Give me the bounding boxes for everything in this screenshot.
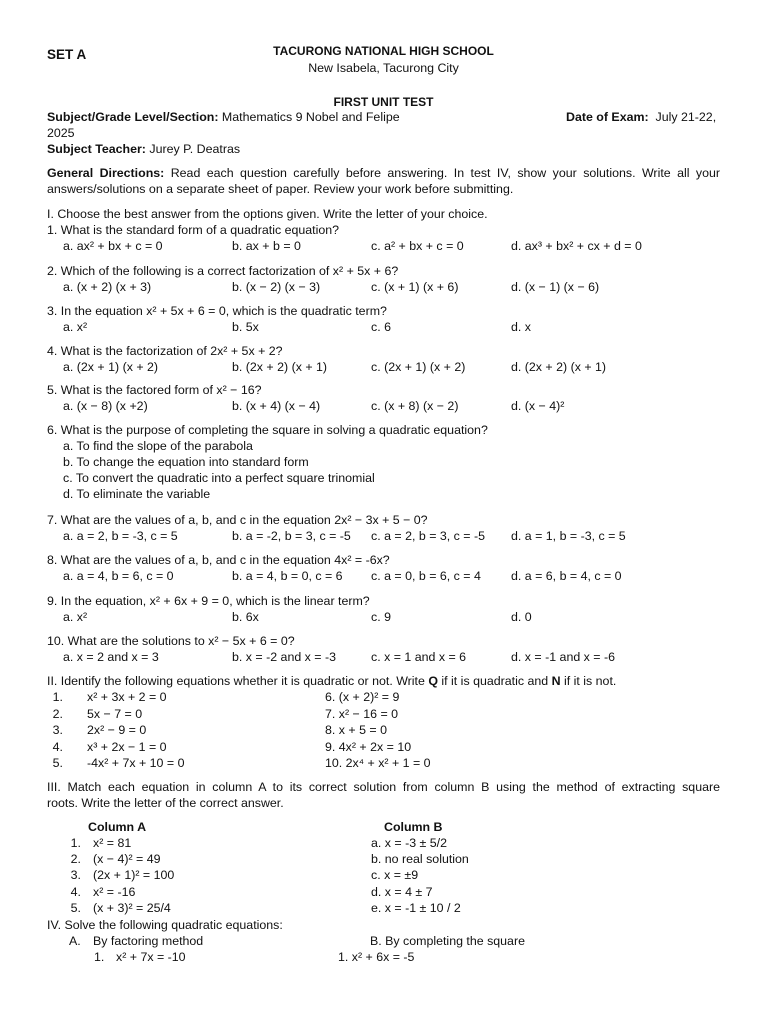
answer-option: d. (x − 1) (x − 6) bbox=[511, 280, 600, 294]
answer-option: b. a = 4, b = 0, c = 6 bbox=[232, 569, 343, 583]
equation-item: -4x² + 7x + 10 = 0 bbox=[87, 756, 185, 770]
column-a-header: Column A bbox=[88, 820, 147, 834]
item-number: 3. bbox=[70, 868, 81, 883]
item-number: 5. bbox=[70, 900, 81, 915]
answer-option: a. x² bbox=[63, 610, 88, 624]
answer-option: c. (2x + 1) (x + 2) bbox=[371, 360, 466, 374]
q-letter: Q bbox=[428, 674, 438, 688]
answer-option: a. (x − 8) (x +2) bbox=[63, 399, 148, 413]
item-number: 1. bbox=[70, 836, 81, 850]
answer-option: c. 6 bbox=[371, 320, 391, 334]
answer-option: a. x = 2 and x = 3 bbox=[63, 650, 159, 664]
answer-option: b. (x − 2) (x − 3) bbox=[232, 280, 321, 294]
item-number: 1. bbox=[52, 690, 63, 704]
column-a-item: x² = 81 bbox=[93, 836, 132, 850]
answer-row bbox=[47, 399, 720, 415]
item-number: 3. bbox=[52, 723, 63, 737]
subject-label: Subject/Grade Level/Section: bbox=[47, 110, 219, 124]
date-value: July 21-22, bbox=[655, 110, 717, 124]
question-stem: 7. What are the values of a, b, and c in the equation 2x² − 3x + 5 − 0? bbox=[47, 513, 428, 527]
column-a-item: x² = -16 bbox=[93, 884, 136, 899]
answer-option: d. a = 1, b = -3, c = 5 bbox=[511, 529, 626, 543]
part4-b-item: 1. x² + 6x = -5 bbox=[338, 950, 415, 964]
question-stem: 2. Which of the following is a correct factorization of x² + 5x + 6? bbox=[47, 264, 399, 278]
answer-option: d. 0 bbox=[511, 610, 532, 624]
equation-item: x³ + 2x − 1 = 0 bbox=[87, 739, 167, 754]
answer-option: a. a = 2, b = -3, c = 5 bbox=[63, 529, 178, 543]
part4-b-title: B. By completing the square bbox=[370, 934, 525, 948]
column-a-item: (2x + 1)² = 100 bbox=[93, 868, 175, 883]
column-b-item: c. x = ±9 bbox=[371, 868, 419, 883]
answer-option: c. To convert the quadratic into a perfect square trinomial bbox=[63, 471, 375, 485]
equation-item: 5x − 7 = 0 bbox=[87, 706, 143, 721]
question-stem: 1. What is the standard form of a quadratic equation? bbox=[47, 223, 340, 237]
answer-option: c. a² + bx + c = 0 bbox=[371, 239, 464, 253]
answer-option: c. a = 0, b = 6, c = 4 bbox=[371, 569, 481, 583]
answer-row bbox=[47, 280, 720, 296]
directions-line-2: answers/solutions on a separate sheet of paper. Review your work before submitting. bbox=[47, 182, 514, 196]
answer-row bbox=[47, 529, 720, 545]
part3-instruction-1: III. Match each equation in column A to its correct solution from column B using the method of extracting square bbox=[47, 780, 720, 794]
teacher-label: Subject Teacher: bbox=[47, 142, 146, 156]
answer-option: d. ax³ + bx² + cx + d = 0 bbox=[511, 239, 642, 253]
answer-option: d. a = 6, b = 4, c = 0 bbox=[511, 569, 622, 583]
set-label: SET A bbox=[47, 47, 87, 62]
item-number: 5. bbox=[52, 756, 63, 770]
question-stem: 6. What is the purpose of completing the square in solving a quadratic equation? bbox=[47, 423, 488, 437]
equation-item: x² + 3x + 2 = 0 bbox=[87, 690, 167, 704]
equation-item: 2x² − 9 = 0 bbox=[87, 723, 147, 737]
part4-instruction: IV. Solve the following quadratic equations: bbox=[47, 918, 283, 932]
question-stem: 10. What are the solutions to x² − 5x + 6 = 0? bbox=[47, 634, 295, 648]
answer-option: b. (x + 4) (x − 4) bbox=[232, 399, 321, 413]
answer-row bbox=[47, 239, 720, 255]
item-number: 4. bbox=[52, 739, 63, 754]
answer-option: a. x² bbox=[63, 320, 88, 334]
equation-item: 10. 2x⁴ + x² + 1 = 0 bbox=[325, 756, 431, 770]
question-stem: 3. In the equation x² + 5x + 6 = 0, which is the quadratic term? bbox=[47, 304, 387, 318]
answer-option: d. x = -1 and x = -6 bbox=[511, 650, 616, 664]
column-b-header: Column B bbox=[384, 820, 443, 834]
part3-instruction-2: roots. Write the letter of the correct answer. bbox=[47, 796, 284, 810]
subject-value: Mathematics 9 Nobel and Felipe bbox=[221, 110, 400, 124]
school-name: TACURONG NATIONAL HIGH SCHOOL bbox=[273, 44, 494, 58]
answer-row bbox=[47, 569, 720, 585]
question-stem: 9. In the equation, x² + 6x + 9 = 0, which is the linear term? bbox=[47, 594, 370, 608]
test-title: FIRST UNIT TEST bbox=[333, 95, 434, 109]
teacher-value: Jurey P. Deatras bbox=[149, 142, 241, 156]
date-year: 2025 bbox=[47, 126, 75, 140]
item-number: 2. bbox=[70, 852, 81, 867]
teacher-line bbox=[47, 142, 240, 156]
answer-option: c. a = 2, b = 3, c = -5 bbox=[371, 529, 485, 543]
directions-line-1 bbox=[47, 166, 720, 180]
column-b-item: e. x = -1 ± 10 / 2 bbox=[371, 900, 461, 915]
answer-option: c. x = 1 and x = 6 bbox=[371, 650, 467, 664]
answer-option: a. To find the slope of the parabola bbox=[63, 439, 253, 453]
answer-option: b. 6x bbox=[232, 610, 259, 624]
column-b-item: a. x = -3 ± 5/2 bbox=[371, 836, 448, 850]
question-stem: 5. What is the factored form of x² − 16? bbox=[47, 383, 262, 397]
column-a-item: (x − 4)² = 49 bbox=[93, 852, 161, 867]
directions-label: General Directions: bbox=[47, 166, 165, 180]
n-letter: N bbox=[551, 674, 561, 688]
answer-option: b. a = -2, b = 3, c = -5 bbox=[232, 529, 351, 543]
equation-item: 7. x² − 16 = 0 bbox=[325, 706, 399, 721]
answer-option: b. 5x bbox=[232, 320, 259, 334]
part1-instruction: I. Choose the best answer from the options given. Write the letter of your choice. bbox=[47, 207, 488, 221]
answer-option: b. x = -2 and x = -3 bbox=[232, 650, 337, 664]
answer-option: c. (x + 8) (x − 2) bbox=[371, 399, 459, 413]
equation-item: 6. (x + 2)² = 9 bbox=[325, 690, 400, 704]
answer-option: d. (2x + 2) (x + 1) bbox=[511, 360, 607, 374]
answer-option: a. a = 4, b = 6, c = 0 bbox=[63, 569, 174, 583]
answer-row bbox=[47, 650, 720, 666]
answer-option: d. To eliminate the variable bbox=[63, 487, 211, 501]
equation-item: 8. x + 5 = 0 bbox=[325, 723, 387, 737]
answer-option: b. ax + b = 0 bbox=[232, 239, 301, 253]
column-b-item: d. x = 4 ± 7 bbox=[371, 884, 433, 899]
equation-item: 9. 4x² + 2x = 10 bbox=[325, 739, 412, 754]
answer-row bbox=[47, 360, 720, 376]
answer-option: a. ax² + bx + c = 0 bbox=[63, 239, 163, 253]
answer-option: c. 9 bbox=[371, 610, 391, 624]
part4-a-label: A. bbox=[69, 934, 81, 948]
question-stem: 4. What is the factorization of 2x² + 5x + 2? bbox=[47, 344, 283, 358]
part4-a-item: x² + 7x = -10 bbox=[116, 950, 186, 964]
part4-a-title: By factoring method bbox=[93, 934, 204, 948]
date-line bbox=[566, 110, 716, 124]
directions-text-1: Read each question carefully before answering. In test IV, show your solutions. Write all your bbox=[170, 166, 720, 180]
school-address: New Isabela, Tacurong City bbox=[308, 61, 459, 75]
item-number: 4. bbox=[70, 884, 81, 899]
answer-row bbox=[47, 320, 720, 336]
answer-option: d. x bbox=[511, 320, 531, 334]
part2-instruction: II. Identify the following equations whether it is quadratic or not. Write Q if it is quadratic and N if it is not. bbox=[47, 674, 617, 688]
item-number: 2. bbox=[52, 706, 63, 721]
answer-option: c. (x + 1) (x + 6) bbox=[371, 280, 459, 294]
column-a-item: (x + 3)² = 25/4 bbox=[93, 900, 171, 915]
answer-option: a. (2x + 1) (x + 2) bbox=[63, 360, 159, 374]
column-b-item: b. no real solution bbox=[371, 852, 469, 867]
answer-option: b. (2x + 2) (x + 1) bbox=[232, 360, 328, 374]
answer-option: b. To change the equation into standard form bbox=[63, 455, 309, 469]
date-label: Date of Exam: bbox=[566, 110, 649, 124]
answer-option: a. (x + 2) (x + 3) bbox=[63, 280, 152, 294]
question-stem: 8. What are the values of a, b, and c in the equation 4x² = -6x? bbox=[47, 553, 390, 567]
answer-option: d. (x − 4)² bbox=[511, 399, 565, 413]
part4-a-item-number: 1. bbox=[94, 950, 105, 964]
answer-row bbox=[47, 610, 720, 626]
subject-line bbox=[47, 110, 400, 124]
